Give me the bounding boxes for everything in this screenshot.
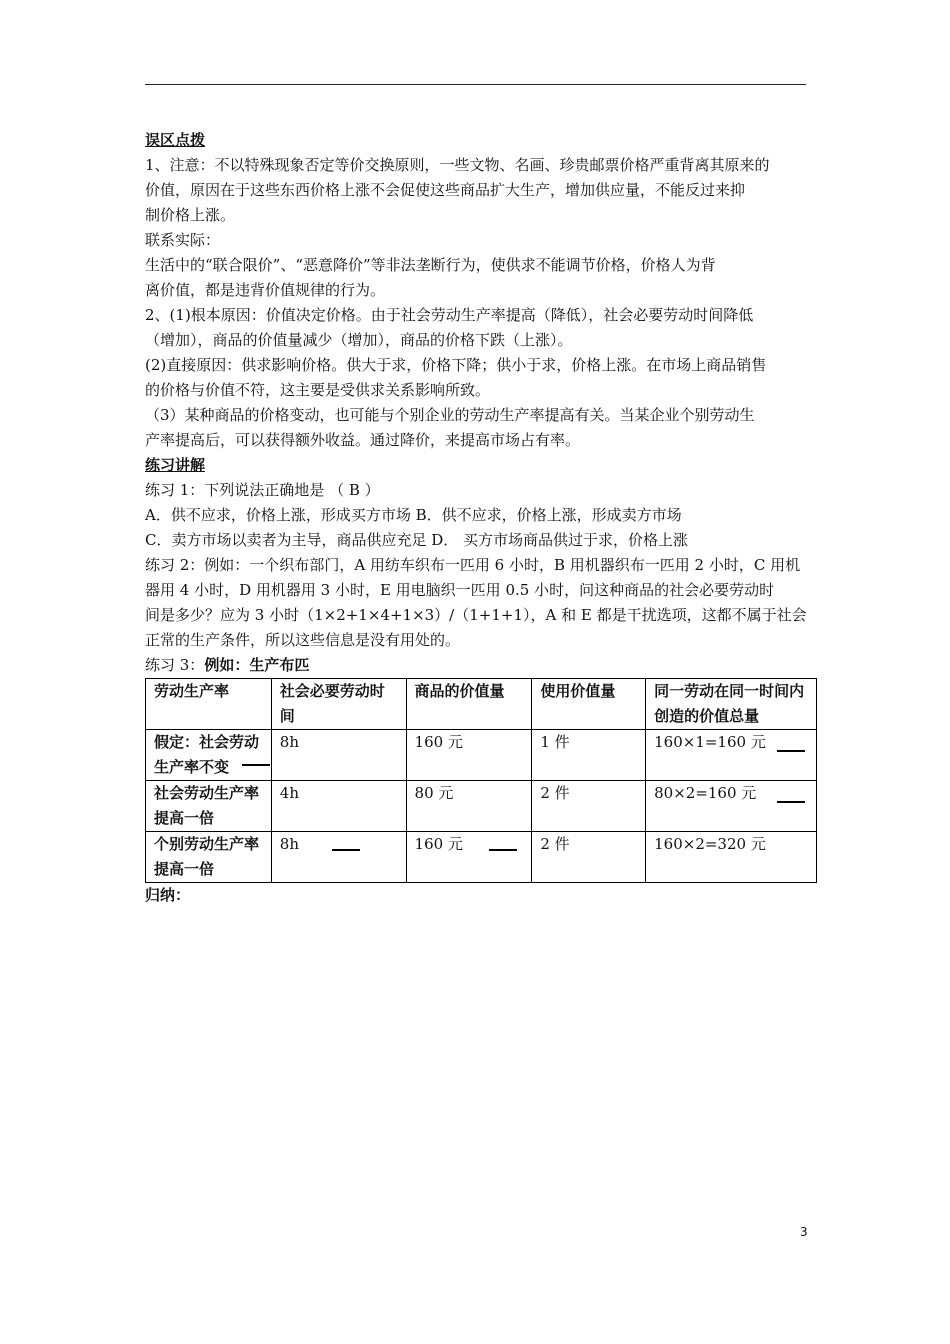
header-rule (145, 84, 806, 85)
page-number: 3 (800, 1225, 808, 1239)
text-line: 产率提高后，可以获得额外收益。通过降价，来提高市场占有率。 (145, 431, 581, 449)
table-cell (406, 832, 532, 883)
blank-mark (777, 801, 805, 803)
text-line: 2、(1)根本原因：价值决定价格。由于社会劳动生产率提高（降低），社会必要劳动时间降低 (145, 306, 754, 324)
text-line: 练习 1：下列说法正确地是 （ B ） (145, 481, 380, 499)
text-line: 器用 4 小时，D 用机器用 3 小时，E 用电脑织一匹用 0.5 小时，问这种商品的社会必要劳动时 (145, 581, 775, 599)
text-line: 制价格上涨。 (145, 206, 236, 224)
text-line: 离价值，都是违背价值规律的行为。 (145, 281, 386, 299)
blank-mark (242, 764, 270, 766)
summary-label: 归纳： (145, 886, 191, 904)
table-cell: 个别劳动生产率提高一倍 (146, 832, 272, 883)
blank-mark (489, 849, 517, 851)
text-line: （3）某种商品的价格变动，也可能与个别企业的劳动生产率提高有关。当某企业个别劳动生 (145, 406, 755, 424)
text-line: 1、注意：不以特殊现象否定等价交换原则，一些文物、名画、珍贵邮票价格严重背离其原来的 (145, 156, 770, 174)
exercise3-line (145, 653, 817, 678)
table-cell: 4h (271, 781, 406, 832)
section-heading-misconceptions: 误区点拨 (145, 131, 206, 149)
table-cell: 2 件 (532, 781, 646, 832)
text-line: 价值，原因在于这些东西价格上涨不会促使这些商品扩大生产，增加供应量，不能反过来抑 (145, 181, 746, 199)
table-cell: 2 件 (532, 832, 646, 883)
text-line: (2)直接原因：供求影响价格。供大于求，价格下降；供小于求，价格上涨。在市场上商品销售 (145, 356, 767, 374)
table-cell: 160 元 (406, 730, 532, 781)
table-header-cell: 商品的价值量 (406, 679, 532, 730)
text-line: 正常的生产条件，所以这些信息是没有用处的。 (145, 631, 461, 649)
table-row (146, 781, 817, 832)
text-line: A．供不应求，价格上涨，形成买方市场 B．供不应求，价格上涨，形成卖方市场 (145, 506, 682, 524)
text-line: 联系实际： (145, 231, 221, 249)
table-cell (146, 730, 272, 781)
table-header-cell: 劳动生产率 (146, 679, 272, 730)
cell-text: 80×2=160 元 (654, 784, 757, 802)
table-cell: 社会劳动生产率提高一倍 (146, 781, 272, 832)
document-body (145, 128, 817, 908)
cell-text: 8h (279, 835, 300, 853)
table-header-cell: 社会必要劳动时间 (271, 679, 406, 730)
table-row (146, 832, 817, 883)
text-line: 的价格与价值不符，这主要是受供求关系影响所致。 (145, 381, 491, 399)
table-cell: 8h (271, 730, 406, 781)
text-line: 生活中的“联合限价”、“恶意降价”等非法垄断行为，使供求不能调节价格，价格人为背 (145, 256, 716, 274)
table-row (146, 730, 817, 781)
exercise3-prefix: 练习 3： (145, 656, 205, 674)
blank-mark (332, 849, 360, 851)
text-line: 练习 2：例如：一个织布部门，A 用纺车织布一匹用 6 小时，B 用机器织布一匹用 2 小时，C 用机 (145, 556, 801, 574)
table-cell: 80 元 (406, 781, 532, 832)
text-line: 间是多少？应为 3 小时（1×2+1×4+1×3）/（1+1+1），A 和 E 都是干扰选项，这都不属于社会 (145, 606, 807, 624)
cell-text: 160 元 (414, 835, 463, 853)
cell-text: 假定：社会劳动生产率不变 (154, 733, 260, 776)
section2-paragraph (145, 478, 817, 678)
text-line: （增加），商品的价值量减少（增加），商品的价格下跌（上涨）。 (145, 331, 573, 349)
table-cell (646, 781, 817, 832)
section1-paragraph (145, 153, 817, 453)
text-line: C．卖方市场以卖者为主导，商品供应充足 D． 买方市场商品供过于求，价格上涨 (145, 531, 689, 549)
table-cell: 1 件 (532, 730, 646, 781)
section-heading-exercises: 练习讲解 (145, 456, 206, 474)
table-cell: 160×2=320 元 (646, 832, 817, 883)
table-header-cell: 同一劳动在同一时间内创造的价值总量 (646, 679, 817, 730)
table-header-row (146, 679, 817, 730)
blank-mark (777, 750, 805, 752)
exercise3-title: 例如：生产布匹 (204, 656, 310, 674)
table-cell (271, 832, 406, 883)
table-header-cell: 使用价值量 (532, 679, 646, 730)
cell-text: 160×1=160 元 (654, 733, 766, 751)
table-cell (646, 730, 817, 781)
productivity-table (145, 678, 817, 883)
